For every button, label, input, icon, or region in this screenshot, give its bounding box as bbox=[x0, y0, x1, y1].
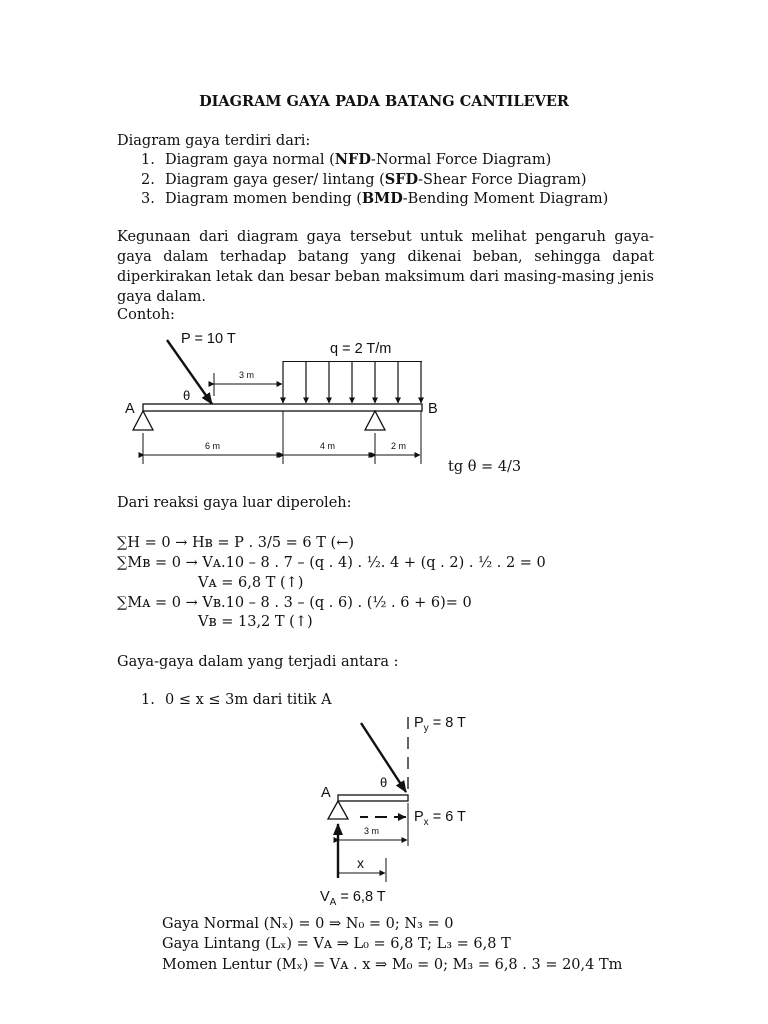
dimension-4m-label: 4 m bbox=[320, 441, 336, 451]
dimension-x-label: x bbox=[357, 855, 364, 871]
dimension-6m-label: 6 m bbox=[205, 441, 221, 451]
list-item: 3. Diagram momen bending (BMD-Bending Moment Diagram) bbox=[141, 190, 609, 207]
eq-vb: Vʙ = 13,2 T (↑) bbox=[198, 614, 313, 630]
eq-va: Vᴀ = 6,8 T (↑) bbox=[198, 575, 304, 591]
internal-intro: Gaya-gaya dalam yang terjadi antara : bbox=[117, 654, 399, 670]
support-b-label: B bbox=[428, 401, 438, 417]
reactions-intro: Dari reaksi gaya luar diperoleh: bbox=[117, 495, 352, 511]
theta-label: θ bbox=[380, 775, 388, 790]
px-arrowhead bbox=[398, 813, 406, 821]
intro-text: Diagram gaya terdiri dari: bbox=[117, 133, 311, 149]
point-load-label: P = 10 T bbox=[181, 331, 236, 347]
eq-sum-h: ∑H = 0 → Hʙ = P . 3/5 = 6 T (←) bbox=[117, 535, 354, 551]
eq-sum-mb: ∑Mʙ = 0 → Vᴀ.10 – 8 . 7 – (q . 4) . ½. 4 + (q . 2) . ½ . 2 = 0 bbox=[117, 555, 546, 571]
va-label: $V_A = 6,8$ T bbox=[320, 889, 386, 908]
list-item: 1. Diagram gaya normal (NFD-Normal Force Diagram) bbox=[141, 151, 552, 168]
beam-segment bbox=[338, 795, 408, 801]
dimension-2m-label: 2 m bbox=[391, 441, 407, 451]
case-1: 1. 0 ≤ x ≤ 3m dari titik A bbox=[141, 692, 332, 708]
usage-paragraph: Kegunaan dari diagram gaya tersebut untuk melihat pengaruh gaya-gaya dalam terhadap batang yang dikenai beban, sehingga dapat diperkirakan letak dan besar beban maksimum dari masing-masing jenis gaya dalam. bbox=[117, 229, 654, 305]
py-label: $P_y = 8$ T bbox=[414, 715, 466, 734]
page-title: DIAGRAM GAYA PADA BATANG CANTILEVER bbox=[199, 93, 569, 110]
result-normal: Gaya Normal (Nₓ) = 0 ⇒ N₀ = 0; N₃ = 0 bbox=[162, 916, 454, 932]
list-item: 2. Diagram gaya geser/ lintang (SFD-Shear Force Diagram) bbox=[141, 171, 587, 188]
support-a-label: A bbox=[321, 785, 331, 801]
tangent-theta: tg θ = 4/3 bbox=[448, 459, 522, 475]
dimension-3m-label: 3 m bbox=[239, 370, 255, 380]
result-shear: Gaya Lintang (Lₓ) = Vᴀ ⇒ L₀ = 6,8 T; L₃ = 6,8 T bbox=[162, 936, 511, 952]
result-moment: Momen Lentur (Mₓ) = Vᴀ . x ⇒ M₀ = 0; M₃ = 6,8 . 3 = 20,4 Tm bbox=[162, 957, 623, 973]
px-label: $P_x = 6$ T bbox=[414, 809, 466, 828]
distributed-load-label: q = 2 T/m bbox=[330, 341, 392, 357]
example-label: Contoh: bbox=[117, 307, 175, 323]
dimension-3m-label: 3 m bbox=[364, 826, 380, 836]
theta-label: θ bbox=[183, 388, 191, 403]
support-a-label: A bbox=[125, 401, 135, 417]
eq-sum-ma: ∑Mᴀ = 0 → Vʙ.10 – 8 . 3 – (q . 6) . (½ . 6 + 6)= 0 bbox=[117, 595, 472, 611]
support-a bbox=[328, 801, 348, 819]
